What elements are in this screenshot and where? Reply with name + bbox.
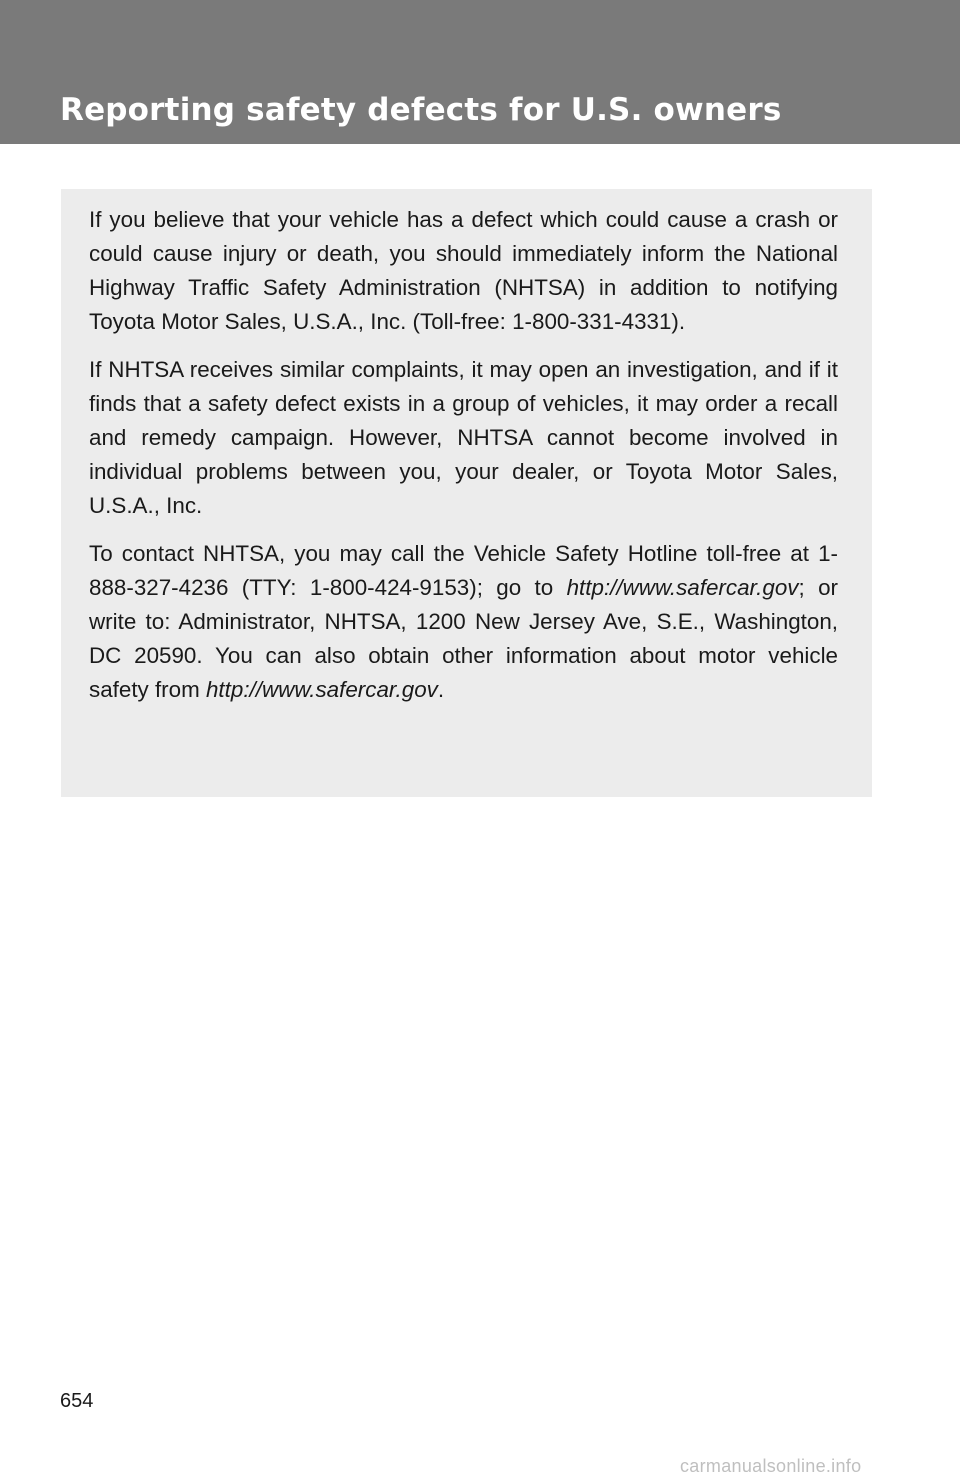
contact-text-a: To contact NHTSA, you may call the Vehicle Safety Hotline toll-free at 1-888-327-4236 (TTY: 1-800-424-9153); go to xyxy=(89,541,838,600)
contact-text-b: ; or write to: Administrator, NHTSA, 1200 New Jersey Ave, S.E., Washington, DC 20590. You can also obtain other information about motor vehicle safety from xyxy=(89,575,838,702)
page-number: 654 xyxy=(60,1390,94,1412)
safercar-link-2[interactable]: http://www.safercar.gov xyxy=(205,677,438,702)
watermark: carmanualsonline.info xyxy=(680,1456,862,1476)
paragraph-investigation: If NHTSA receives similar complaints, it may open an investigation, and if it finds that a safety defect exists in a group of vehicles, it may order a recall and remedy campaign. However, NHTSA cannot become involved in individual problems between you, your dealer, or Toyota Motor Sales, U.S.A., Inc. xyxy=(89,357,838,518)
info-box xyxy=(61,189,872,797)
page-title: Reporting safety defects for U.S. owners xyxy=(60,92,782,128)
contact-text-c: . xyxy=(437,677,445,702)
safercar-link[interactable]: http://www.safercar.gov xyxy=(566,575,799,600)
paragraph-defect-report: If you believe that your vehicle has a defect which could cause a crash or could cause injury or death, you should immediately inform the National Highway Traffic Safety Administration (NHTSA) in addition to notifying Toyota Motor Sales, U.S.A., Inc. (Toll-free: 1-800-331-4331). xyxy=(89,207,838,334)
paragraph-contact xyxy=(89,537,838,707)
